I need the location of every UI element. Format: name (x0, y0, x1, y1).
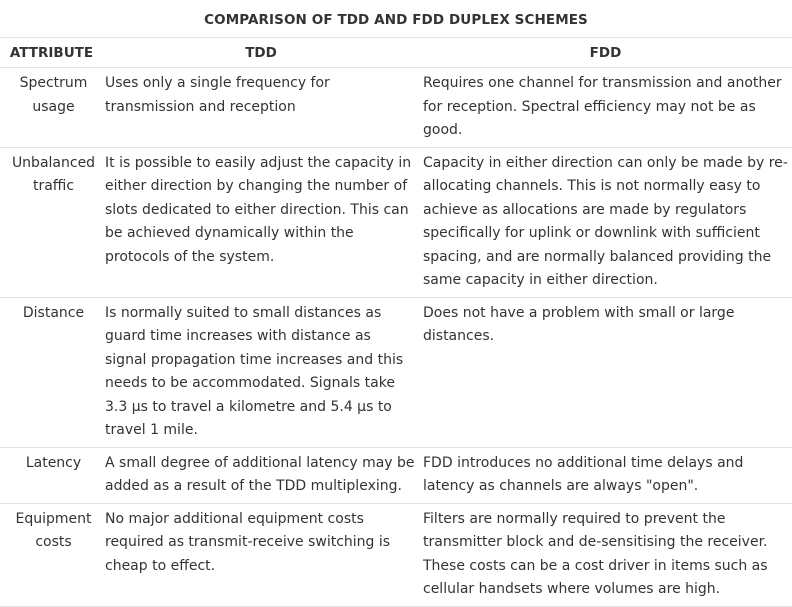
fdd-cell: Capacity in either direction can only be made by re-allocating channels. This is not normally easy to achieve as allocations are made by regulators specifically for uplink or downlink with sufficient spacing, and are normally balanced providing the same capacity in either direction. (419, 147, 792, 297)
tdd-cell: It is possible to easily adjust the capacity in either direction by changing the number of slots dedicated to either direction. This can be achieved dynamically within the protocols of the system. (103, 147, 419, 297)
table-row (0, 68, 792, 148)
attribute-cell: Equipment costs (0, 503, 103, 606)
table-row (0, 447, 792, 503)
header-attribute: ATTRIBUTE (0, 38, 103, 68)
attribute-cell: Latency (0, 447, 103, 503)
table-row (0, 297, 792, 447)
fdd-cell: FDD introduces no additional time delays and latency as channels are always "open". (419, 447, 792, 503)
tdd-cell: Uses only a single frequency for transmission and reception (103, 68, 419, 148)
attribute-cell: Spectrum usage (0, 68, 103, 148)
tdd-cell: Is normally suited to small distances as guard time increases with distance as signal propagation time increases and this needs to be accommodated. Signals take 3.3 μs to travel a kilometre and 5.4 μs to travel 1 mile. (103, 297, 419, 447)
comparison-table (0, 37, 792, 607)
header-tdd: TDD (103, 38, 419, 68)
tdd-cell: A small degree of additional latency may be added as a result of the TDD multiplexing. (103, 447, 419, 503)
attribute-cell: Distance (0, 297, 103, 447)
table-title: COMPARISON OF TDD AND FDD DUPLEX SCHEMES (204, 12, 588, 28)
fdd-cell: Requires one channel for transmission and another for reception. Spectral efficiency may not be as good. (419, 68, 792, 148)
fdd-cell: Does not have a problem with small or large distances. (419, 297, 792, 447)
table-row (0, 503, 792, 606)
tdd-cell: No major additional equipment costs required as transmit-receive switching is cheap to effect. (103, 503, 419, 606)
header-row (0, 38, 792, 68)
table-row (0, 147, 792, 297)
attribute-cell: Unbalanced traffic (0, 147, 103, 297)
header-fdd: FDD (419, 38, 792, 68)
fdd-cell: Filters are normally required to prevent the transmitter block and de-sensitising the receiver. These costs can be a cost driver in items such as cellular handsets where volumes are high. (419, 503, 792, 606)
